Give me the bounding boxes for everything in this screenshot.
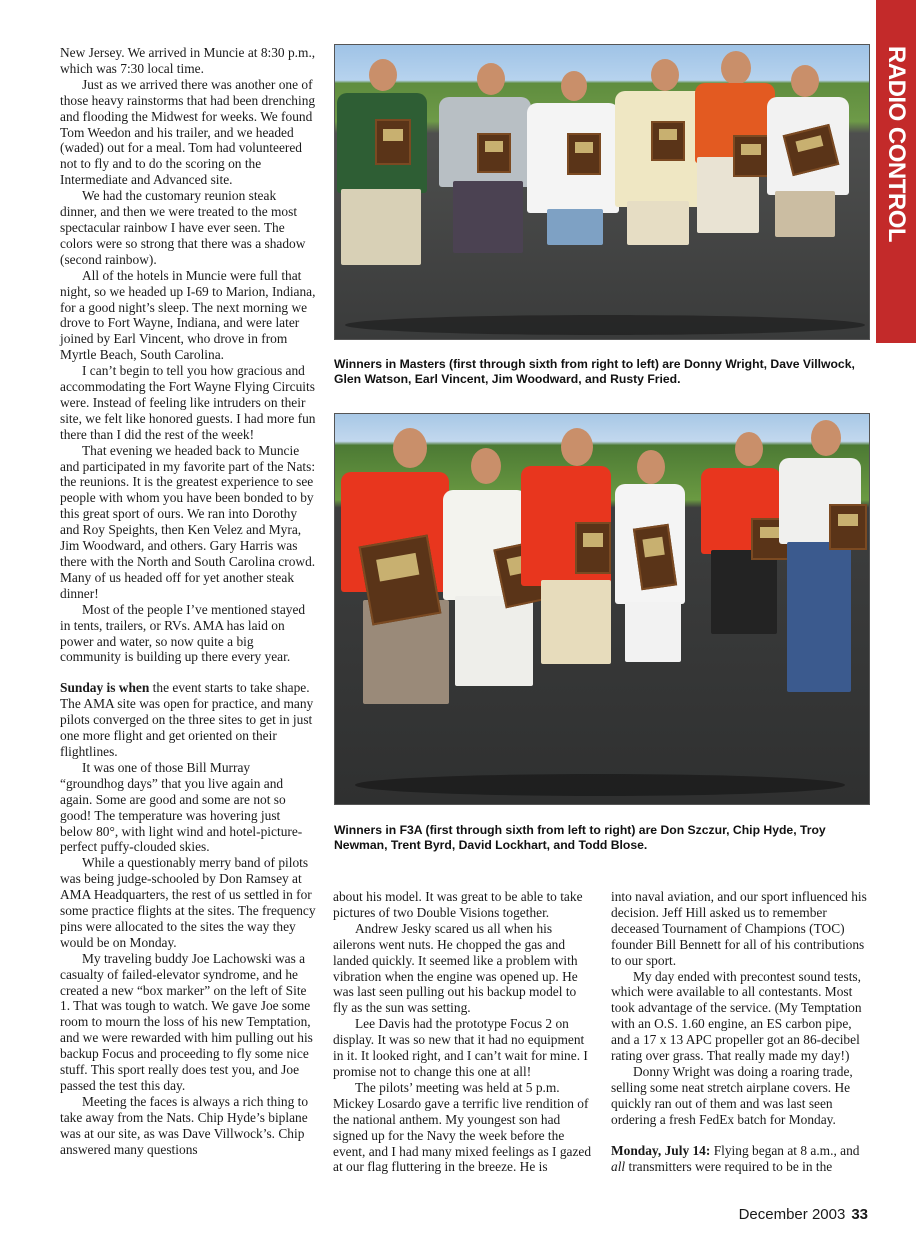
paragraph: My day ended with precontest sound tests, which were available to all contestants. Most took advantage of the service. (My Temptation with an O.S. 1.60 engine, an ES carbon pipe, and a 17 x 13 APC propeller got an 86-decibel rating over grass. That really made my day!) [611, 968, 862, 1064]
paragraph: about his model. It was great to be able to take pictures of two Double Visions together. [333, 889, 583, 920]
photo-caption-f3a: Winners in F3A (first through sixth from left to right) are Don Szczur, Chip Hyde, Troy Newman, Trent Byrd, David Lockhart, and Todd Blose. [334, 823, 826, 853]
subhead-sunday: Sunday is when [60, 680, 150, 696]
article-column-3 [611, 889, 873, 1174]
monday-text: Flying began at 8 a.m., and [710, 1142, 860, 1158]
photo-f3a-winners [334, 413, 870, 805]
paragraph: That evening we headed back to Muncie and participated in my favorite part of the Nats: the reunions. It is the greatest experience to see people with whom you have been bonded to by this great sport of ours. We ran into Dorothy and Roy Speights, then Ken Velez and Myra, Jim Woodward, and others. Gary Harris was there with the North and South Carolina crowd. Many of us headed off for yet another steak dinner! [60, 442, 316, 601]
subhead-monday: Monday, July 14: [611, 1142, 711, 1158]
paragraph: We had the customary reunion steak dinner, and then we were treated to the most spectacular rainbow I have ever seen. The colors were so strong that there was a shadow (second rainbow). [60, 188, 306, 267]
photo-masters-winners [334, 44, 870, 340]
section-tab-label: RADIO CONTROL [883, 45, 910, 243]
article-column-1 [60, 45, 316, 1158]
paragraph-sunday [60, 680, 316, 760]
monday-emphasis: all [611, 1158, 626, 1174]
paragraph: Donny Wright was doing a roaring trade, selling some neat stretch airplane covers. He quickly ran out of them and was last seen ordering a fresh FedEx batch for Monday. [611, 1063, 853, 1127]
paragraph: Just as we arrived there was another one of those heavy rainstorms that had been drenching and flooding the Midwest for weeks. We found Tom Weedon and his trailer, and we headed (waded) out for a meal. Tom had volunteered not to fly and to do the scoring on the Intermediate and Advanced site. [60, 76, 316, 188]
article-column-2 [333, 889, 593, 1175]
paragraph: Most of the people I’ve mentioned stayed in tents, trailers, or RVs. AMA has laid on power and water, so now quite a big community is building up there every year. [60, 601, 306, 665]
paragraph-monday [611, 1143, 873, 1175]
paragraph: My traveling buddy Joe Lachowski was a casualty of failed-elevator syndrome, and he created a new “box marker” on the left of Site 1. That was tough to watch. We gave Joe some room to mourn the loss of his new Temptation, and we were rewarded with him pulling out his backup Focus and proceeding to fly some nice stuff. This sport really does test you, and Joe passed the test this day. [60, 950, 313, 1093]
issue-date: December 2003 [738, 1206, 846, 1223]
page-number: 33 [851, 1206, 868, 1223]
paragraph: New Jersey. We arrived in Muncie at 8:30 p.m., which was 7:30 local time. [60, 45, 316, 76]
paragraph: Andrew Jesky scared us all when his ailerons went nuts. He chopped the gas and landed quickly. It seemed like a problem with vibration when the engine was opened up. He was last seen pulling out his backup model to fly as the sun was setting. [333, 920, 578, 1016]
paragraph: The pilots’ meeting was held at 5 p.m. Mickey Losardo gave a terrific live rendition of the national anthem. My youngest son had signed up for the Navy the week before the event, and I had many mixed feelings as I gazed at our flag fluttering in the breeze. He is [333, 1079, 592, 1175]
paragraph: While a questionably merry band of pilots was being judge-schooled by Don Ramsey at AMA Headquarters, the rest of us settled in for some practice flights at the sites. The frequency pins were allocated to the sites the way they would be on Monday. [60, 855, 316, 950]
section-tab [876, 0, 916, 343]
paragraph: It was one of those Bill Murray “groundhog days” that you live again and again. Some are good and some are not so good! The temperature was hovering just below 80°, with light wind and hotel-picture-perfect puffy-clouded skies. [60, 759, 303, 855]
paragraph: Lee Davis had the prototype Focus 2 on display. It was so new that it had no equipment in it. It looked right, and I can’t wait for mine. I promise not to change this one at all! [333, 1016, 588, 1079]
monday-text-end: transmitters were required to be in the [625, 1158, 833, 1174]
page-footer [739, 1206, 868, 1223]
paragraph: Meeting the faces is always a rich thing to take away from the Nats. Chip Hyde’s biplane was at our site, as was Dave Villwock’s. Chip answered many questions [60, 1093, 309, 1157]
sunday-text: the event starts to take shape. The AMA site was open for practice, and many pilots converged on the three sites to get in just one more flight and get oriented on their flightlines. [60, 680, 314, 759]
paragraph: into naval aviation, and our sport influenced his decision. Jeff Hill asked us to remember deceased Tournament of Champions (TOC) founder Bill Bennett for all of his contributions to our sport. [611, 889, 867, 968]
paragraph: All of the hotels in Muncie were full that night, so we headed up I-69 to Marion, Indiana, for a good night’s sleep. The next morning we drove to Fort Wayne, Indiana, and were later joined by Earl Vincent, who drove in from Myrtle Beach, South Carolina. [60, 267, 316, 363]
paragraph: I can’t begin to tell you how gracious and accommodating the Fort Wayne Flying Circuits were. Instead of feeling like intruders on their site, we felt like honored guests. I had more fun there than I did the rest of the week! [60, 363, 316, 442]
photo-caption-masters: Winners in Masters (first through sixth from right to left) are Donny Wright, Dave Villwock, Glen Watson, Earl Vincent, Jim Woodward, and Rusty Fried. [334, 357, 855, 387]
